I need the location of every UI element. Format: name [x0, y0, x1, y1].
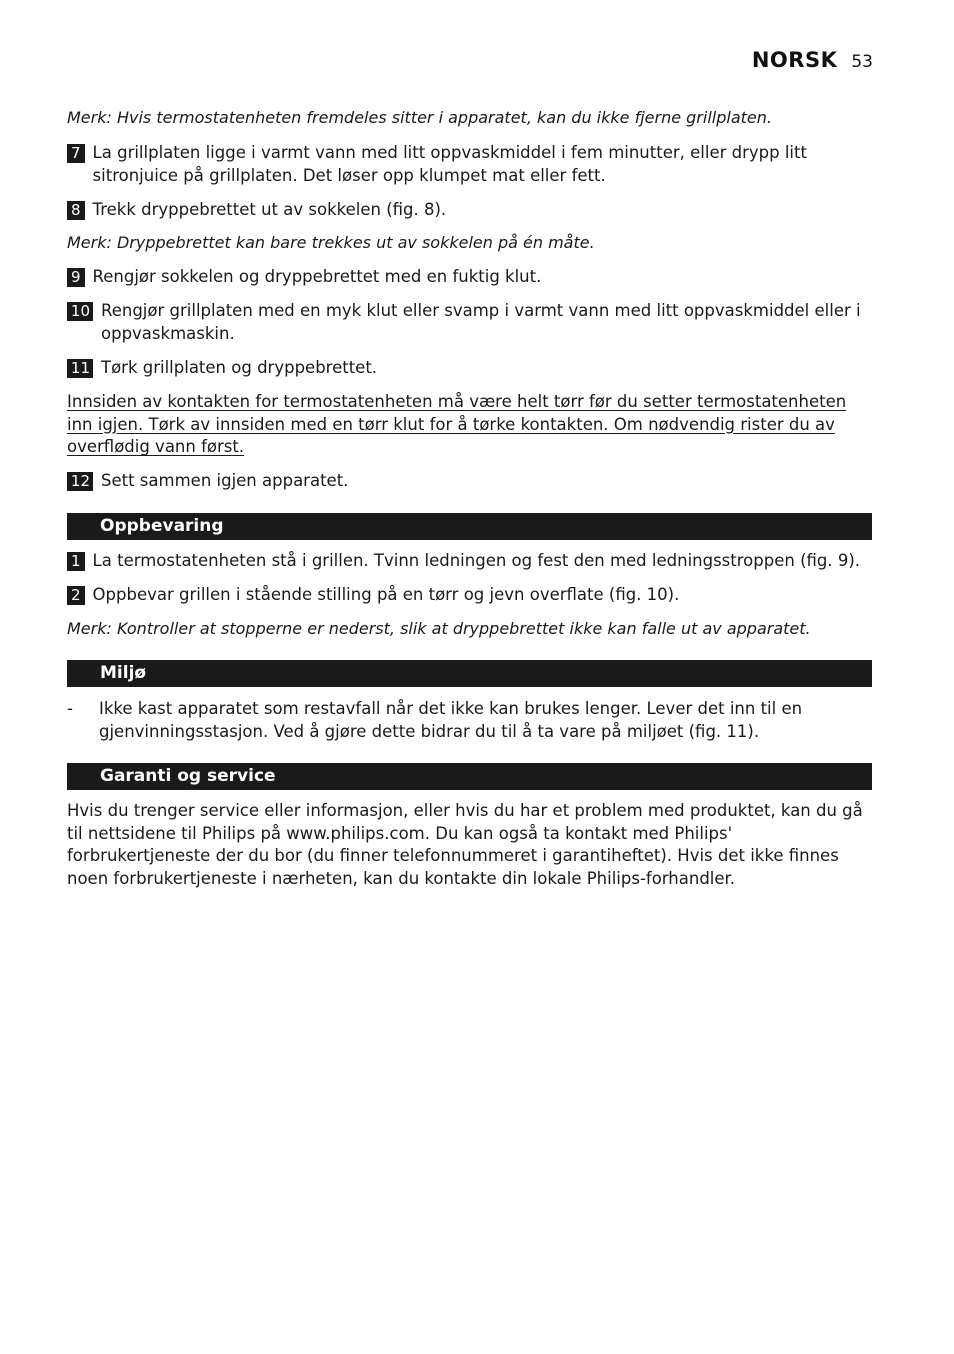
step-number: 10: [67, 302, 93, 321]
note-drip-tray: Merk: Dryppebrettet kan bare trekkes ut av sokkelen på én måte.: [67, 233, 595, 252]
bullet-text: Ikke kast apparatet som restavfall når det ikke kan brukes lenger. Lever det inn til en gjenvinningsstasjon. Ved å gjøre dette bidrar du til å ta vare på miljøet (fig. 11).: [99, 699, 803, 741]
step-number: 1: [67, 552, 85, 571]
step-text: Tørk grillplaten og dryppebrettet.: [101, 358, 378, 377]
step-number: 12: [67, 472, 93, 491]
warranty-text-start: Hvis du trenger service eller informasjon, eller hvis du har et problem med produktet, kan du gå til nettsidene til Philips på: [67, 801, 863, 843]
philips-website-link[interactable]: www.philips.com: [286, 823, 425, 843]
storage-step-2: [67, 584, 867, 607]
language-label: NORSK: [751, 48, 838, 72]
storage-step-1: [67, 550, 872, 573]
warranty-text-end: . Du kan også ta kontakt med Philips' forbrukertjeneste der du bor (du finner telefonnummeret i garantiheftet). Hvis det ikke finnes noen forbrukertjeneste i nærheten, kan du kontakte din lokale Philips-forhandler.: [67, 823, 839, 888]
step-text: La grillplaten ligge i varmt vann med litt oppvaskmiddel i fem minutter, eller drypp litt sitronjuice på grillplaten. Det løser opp klumpet mat eller fett.: [92, 143, 807, 185]
section-header-warranty: Garanti og service: [67, 763, 872, 790]
step-text: Oppbevar grillen i stående stilling på en tørr og jevn overflate (fig. 10).: [92, 585, 680, 604]
warranty-text: [67, 800, 872, 890]
note-thermostat: Merk: Hvis termostatenheten fremdeles sitter i apparatet, kan du ikke fjerne grillplaten.: [67, 108, 772, 127]
step-number: 7: [67, 144, 85, 163]
step-11: [67, 357, 867, 380]
warning-text: Innsiden av kontakten for termostatenheten må være helt tørr før du setter termostatenheten inn igjen. Tørk av innsiden med en tørr klut for å tørke kontakten. Om nødvendig rister du av overflødig vann først.: [67, 392, 847, 456]
step-8: [67, 199, 867, 222]
step-number: 2: [67, 586, 85, 605]
step-number: 9: [67, 268, 85, 287]
step-text: La termostatenheten stå i grillen. Tvinn ledningen og fest den med ledningsstroppen (fig. 9).: [92, 551, 861, 570]
step-text: Trekk dryppebrettet ut av sokkelen (fig. 8).: [92, 200, 447, 219]
step-text: Rengjør sokkelen og dryppebrettet med en fuktig klut.: [92, 267, 542, 286]
page-number: 53: [851, 52, 873, 72]
step-9: [67, 266, 867, 289]
step-7: [67, 142, 867, 187]
page-header: [752, 48, 873, 72]
step-text: Sett sammen igjen apparatet.: [101, 471, 349, 490]
note-stoppers: Merk: Kontroller at stopperne er nederst, slik at dryppebrettet ikke kan falle ut av apparatet.: [67, 619, 811, 638]
step-number: 11: [67, 359, 93, 378]
environment-bullet: [67, 698, 867, 743]
section-header-storage: Oppbevaring: [67, 513, 872, 540]
step-10: [67, 300, 867, 345]
bullet-dash: -: [67, 699, 73, 718]
step-number: 8: [67, 201, 85, 220]
step-text: Rengjør grillplaten med en myk klut eller svamp i varmt vann med litt oppvaskmiddel eller i oppvaskmaskin.: [101, 301, 861, 343]
step-12: [67, 470, 867, 493]
section-header-environment: Miljø: [67, 660, 872, 687]
